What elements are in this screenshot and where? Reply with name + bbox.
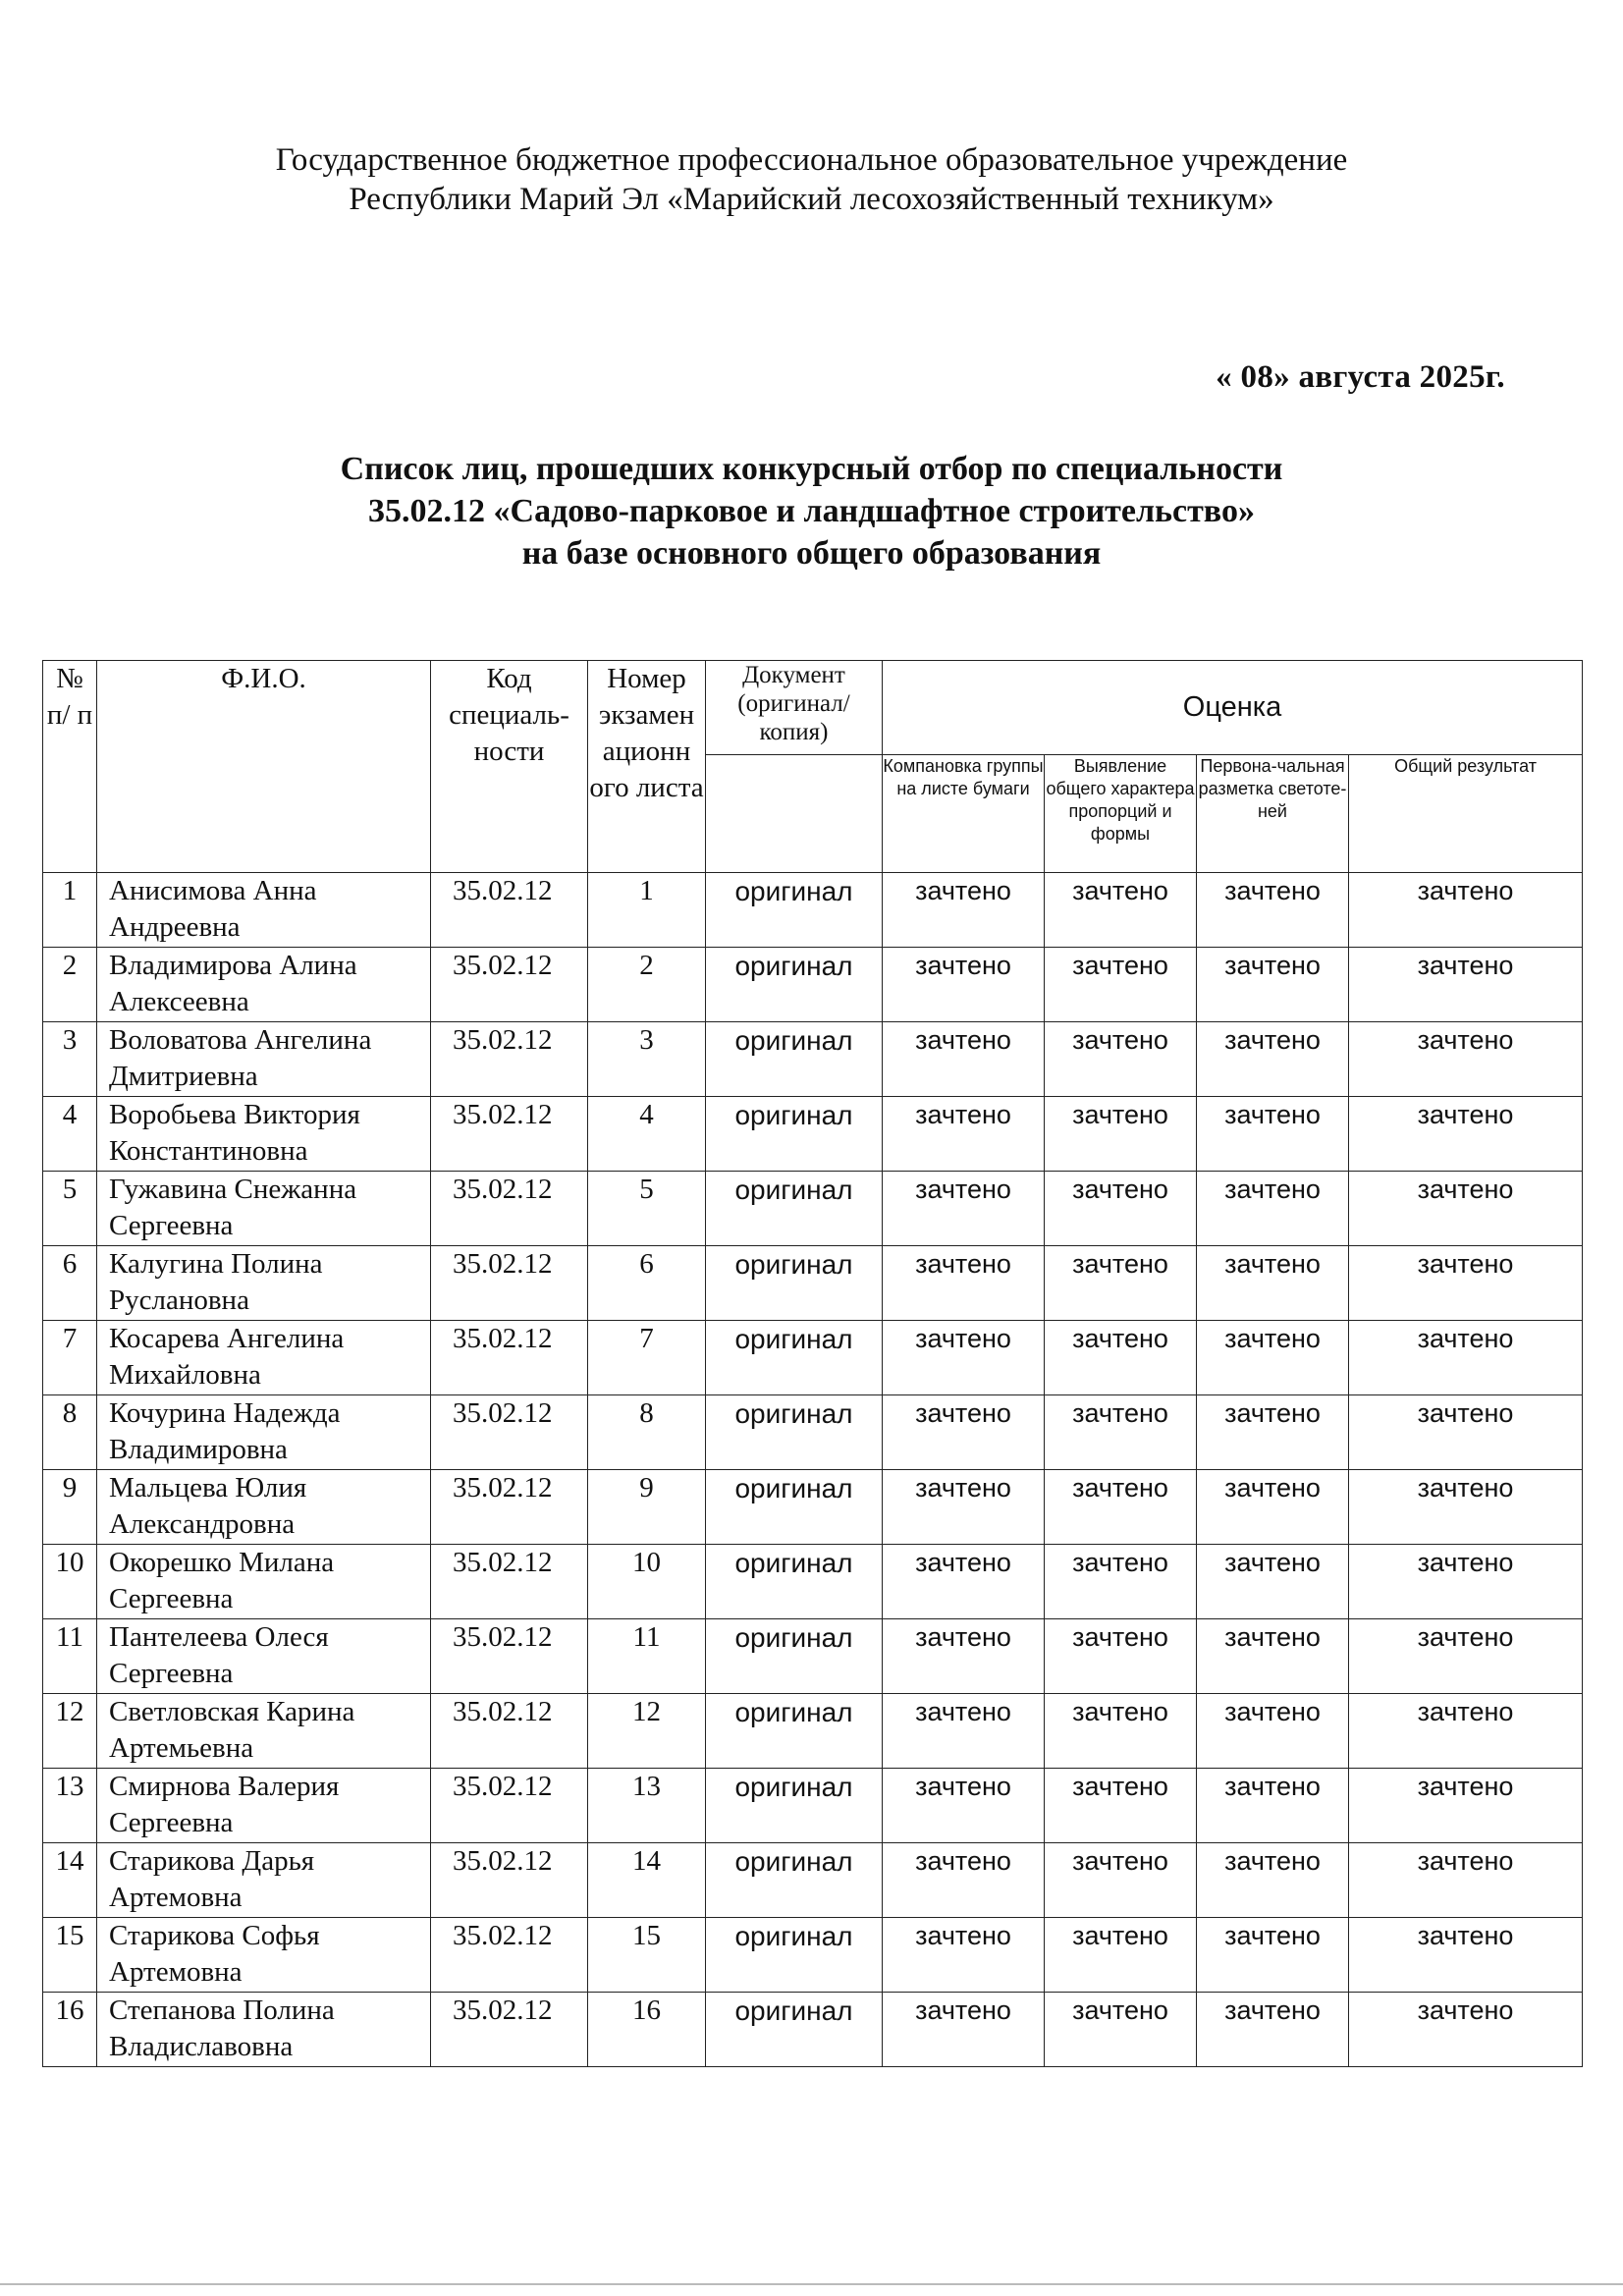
row-exam-sheet: 16 [588, 1993, 706, 2067]
row-grade-3: зачтено [1197, 1918, 1349, 1993]
row-name: Косарева Ангелина Михайловна [97, 1321, 431, 1395]
row-grade-1: зачтено [883, 1395, 1045, 1470]
row-name: Воробьева Виктория Константиновна [97, 1097, 431, 1172]
row-grade-4: зачтено [1349, 948, 1583, 1022]
table-row [43, 1321, 1583, 1395]
row-grade-3: зачтено [1197, 1843, 1349, 1918]
document-date: « 08» августа 2025г. [1216, 359, 1505, 395]
row-exam-sheet: 13 [588, 1769, 706, 1843]
row-grade-2: зачтено [1045, 1321, 1197, 1395]
row-code: 35.02.12 [431, 1470, 588, 1545]
row-grade-1: зачтено [883, 1321, 1045, 1395]
row-grade-4: зачтено [1349, 1022, 1583, 1097]
header-grade-4: Общий результат [1349, 755, 1583, 873]
row-name: Воловатова Ангелина Дмитриевна [97, 1022, 431, 1097]
row-grade-4: зачтено [1349, 873, 1583, 948]
row-grade-2: зачтено [1045, 1769, 1197, 1843]
row-name: Пантелеева Олеся Сергеевна [97, 1619, 431, 1694]
row-grade-3: зачтено [1197, 948, 1349, 1022]
row-exam-sheet: 5 [588, 1172, 706, 1246]
table-row [43, 1843, 1583, 1918]
row-number: 12 [43, 1694, 97, 1769]
row-grade-3: зачтено [1197, 1022, 1349, 1097]
row-number: 7 [43, 1321, 97, 1395]
table-row [43, 1545, 1583, 1619]
table-row [43, 948, 1583, 1022]
row-grade-3: зачтено [1197, 1694, 1349, 1769]
row-name: Кочурина Надежда Владимировна [97, 1395, 431, 1470]
table-row [43, 1619, 1583, 1694]
row-grade-3: зачтено [1197, 1395, 1349, 1470]
row-grade-2: зачтено [1045, 873, 1197, 948]
row-grade-1: зачтено [883, 1097, 1045, 1172]
row-grade-3: зачтено [1197, 1619, 1349, 1694]
row-name: Окорешко Милана Сергеевна [97, 1545, 431, 1619]
row-number: 15 [43, 1918, 97, 1993]
row-code: 35.02.12 [431, 1097, 588, 1172]
row-grade-4: зачтено [1349, 1619, 1583, 1694]
row-exam-sheet: 6 [588, 1246, 706, 1321]
row-grade-2: зачтено [1045, 1545, 1197, 1619]
row-document: оригинал [706, 1321, 883, 1395]
row-grade-1: зачтено [883, 873, 1045, 948]
row-grade-4: зачтено [1349, 1321, 1583, 1395]
row-document: оригинал [706, 1097, 883, 1172]
row-exam-sheet: 3 [588, 1022, 706, 1097]
row-grade-3: зачтено [1197, 1993, 1349, 2067]
row-grade-1: зачтено [883, 1619, 1045, 1694]
row-code: 35.02.12 [431, 1619, 588, 1694]
row-code: 35.02.12 [431, 1321, 588, 1395]
row-code: 35.02.12 [431, 948, 588, 1022]
row-document: оригинал [706, 1993, 883, 2067]
row-name: Смирнова Валерия Сергеевна [97, 1769, 431, 1843]
row-exam-sheet: 15 [588, 1918, 706, 1993]
row-grade-3: зачтено [1197, 1545, 1349, 1619]
row-name: Светловская Карина Артемьевна [97, 1694, 431, 1769]
row-number: 14 [43, 1843, 97, 1918]
row-number: 3 [43, 1022, 97, 1097]
row-document: оригинал [706, 1918, 883, 1993]
row-exam-sheet: 4 [588, 1097, 706, 1172]
header-document: Документ (оригинал/ копия) [706, 661, 883, 755]
row-grade-1: зачтено [883, 1172, 1045, 1246]
row-code: 35.02.12 [431, 1172, 588, 1246]
header-num: № п/ п [43, 661, 97, 873]
row-document: оригинал [706, 1769, 883, 1843]
row-exam-sheet: 8 [588, 1395, 706, 1470]
row-code: 35.02.12 [431, 1843, 588, 1918]
table-row [43, 1918, 1583, 1993]
row-grade-4: зачтено [1349, 1993, 1583, 2067]
row-exam-sheet: 12 [588, 1694, 706, 1769]
row-name: Мальцева Юлия Александровна [97, 1470, 431, 1545]
row-grade-2: зачтено [1045, 1246, 1197, 1321]
row-grade-2: зачтено [1045, 1097, 1197, 1172]
row-document: оригинал [706, 1694, 883, 1769]
row-name: Владимирова Алина Алексеевна [97, 948, 431, 1022]
row-number: 10 [43, 1545, 97, 1619]
table-row [43, 1172, 1583, 1246]
page-edge-divider [0, 2283, 1623, 2285]
row-document: оригинал [706, 1022, 883, 1097]
row-exam-sheet: 2 [588, 948, 706, 1022]
row-code: 35.02.12 [431, 1993, 588, 2067]
row-grade-2: зачтено [1045, 1395, 1197, 1470]
row-grade-2: зачтено [1045, 1470, 1197, 1545]
organization-line-2: Республики Марий Эл «Марийский лесохозяйственный техникум» [349, 182, 1274, 217]
row-grade-4: зачтено [1349, 1395, 1583, 1470]
organization-line-1: Государственное бюджетное профессиональное образовательное учреждение [275, 142, 1348, 178]
row-number: 6 [43, 1246, 97, 1321]
row-grade-2: зачтено [1045, 1843, 1197, 1918]
row-grade-3: зачтено [1197, 1097, 1349, 1172]
row-name: Гужавина Снежанна Сергеевна [97, 1172, 431, 1246]
row-exam-sheet: 1 [588, 873, 706, 948]
header-grade: Оценка [883, 661, 1583, 755]
row-grade-4: зачтено [1349, 1843, 1583, 1918]
table-row [43, 1097, 1583, 1172]
row-grade-4: зачтено [1349, 1246, 1583, 1321]
row-grade-4: зачтено [1349, 1172, 1583, 1246]
row-code: 35.02.12 [431, 1694, 588, 1769]
results-table [42, 660, 1583, 2067]
row-code: 35.02.12 [431, 873, 588, 948]
row-grade-4: зачтено [1349, 1769, 1583, 1843]
row-grade-4: зачтено [1349, 1097, 1583, 1172]
row-name: Степанова Полина Владиславовна [97, 1993, 431, 2067]
row-document: оригинал [706, 1619, 883, 1694]
row-grade-2: зачтено [1045, 1993, 1197, 2067]
row-name: Анисимова Анна Андреевна [97, 873, 431, 948]
row-document: оригинал [706, 873, 883, 948]
row-grade-4: зачтено [1349, 1470, 1583, 1545]
table-row [43, 1470, 1583, 1545]
row-exam-sheet: 10 [588, 1545, 706, 1619]
title-line-3: на базе основного общего образования [521, 535, 1102, 572]
row-grade-4: зачтено [1349, 1545, 1583, 1619]
row-document: оригинал [706, 1470, 883, 1545]
row-grade-1: зачтено [883, 1769, 1045, 1843]
header-exam-sheet: Номер экзамен ационн ого листа [588, 661, 706, 873]
row-grade-1: зачтено [883, 1918, 1045, 1993]
row-document: оригинал [706, 948, 883, 1022]
row-code: 35.02.12 [431, 1395, 588, 1470]
row-exam-sheet: 9 [588, 1470, 706, 1545]
table-row [43, 1395, 1583, 1470]
row-code: 35.02.12 [431, 1769, 588, 1843]
table-row [43, 1694, 1583, 1769]
header-grade-2: Выявление общего характера пропорций и формы [1045, 755, 1197, 873]
table-row [43, 1246, 1583, 1321]
row-grade-2: зачтено [1045, 1022, 1197, 1097]
row-code: 35.02.12 [431, 1918, 588, 1993]
row-document: оригинал [706, 1395, 883, 1470]
row-code: 35.02.12 [431, 1545, 588, 1619]
title-line-2: 35.02.12 «Садово-парковое и ландшафтное строительство» [368, 493, 1255, 529]
row-exam-sheet: 14 [588, 1843, 706, 1918]
header-grade-3: Первона-чальная разметка светоте-ней [1197, 755, 1349, 873]
row-number: 11 [43, 1619, 97, 1694]
row-exam-sheet: 7 [588, 1321, 706, 1395]
row-grade-1: зачтено [883, 1022, 1045, 1097]
row-document: оригинал [706, 1545, 883, 1619]
header-document-blank [706, 755, 883, 873]
row-number: 8 [43, 1395, 97, 1470]
table-row [43, 1022, 1583, 1097]
row-grade-1: зачтено [883, 1545, 1045, 1619]
row-grade-1: зачтено [883, 1246, 1045, 1321]
row-grade-1: зачтено [883, 1993, 1045, 2067]
row-number: 4 [43, 1097, 97, 1172]
row-number: 5 [43, 1172, 97, 1246]
header-grade-1: Компановка группы на листе бумаги [883, 755, 1045, 873]
document-title [0, 448, 1623, 574]
table-row [43, 1993, 1583, 2067]
row-grade-2: зачтено [1045, 1694, 1197, 1769]
row-grade-3: зачтено [1197, 1321, 1349, 1395]
row-document: оригинал [706, 1172, 883, 1246]
row-number: 1 [43, 873, 97, 948]
header-name: Ф.И.О. [97, 661, 431, 873]
organization-name [0, 140, 1623, 219]
row-grade-1: зачтено [883, 1470, 1045, 1545]
row-grade-3: зачтено [1197, 1769, 1349, 1843]
row-grade-3: зачтено [1197, 1470, 1349, 1545]
table-row [43, 1769, 1583, 1843]
row-name: Старикова Дарья Артемовна [97, 1843, 431, 1918]
row-number: 16 [43, 1993, 97, 2067]
row-grade-4: зачтено [1349, 1918, 1583, 1993]
title-line-1: Список лиц, прошедших конкурсный отбор по специальности [340, 451, 1283, 487]
row-grade-1: зачтено [883, 948, 1045, 1022]
row-grade-1: зачтено [883, 1694, 1045, 1769]
row-exam-sheet: 11 [588, 1619, 706, 1694]
table-row [43, 873, 1583, 948]
row-grade-2: зачтено [1045, 1918, 1197, 1993]
row-code: 35.02.12 [431, 1022, 588, 1097]
row-grade-1: зачтено [883, 1843, 1045, 1918]
row-name: Старикова Софья Артемовна [97, 1918, 431, 1993]
row-number: 9 [43, 1470, 97, 1545]
row-document: оригинал [706, 1246, 883, 1321]
row-grade-3: зачтено [1197, 1172, 1349, 1246]
row-number: 13 [43, 1769, 97, 1843]
row-grade-3: зачтено [1197, 1246, 1349, 1321]
row-grade-2: зачтено [1045, 948, 1197, 1022]
row-number: 2 [43, 948, 97, 1022]
table-body [43, 873, 1583, 2067]
header-code: Код специаль-ности [431, 661, 588, 873]
row-code: 35.02.12 [431, 1246, 588, 1321]
row-document: оригинал [706, 1843, 883, 1918]
row-name: Калугина Полина Руслановна [97, 1246, 431, 1321]
row-grade-4: зачтено [1349, 1694, 1583, 1769]
row-grade-2: зачтено [1045, 1172, 1197, 1246]
row-grade-3: зачтено [1197, 873, 1349, 948]
row-grade-2: зачтено [1045, 1619, 1197, 1694]
